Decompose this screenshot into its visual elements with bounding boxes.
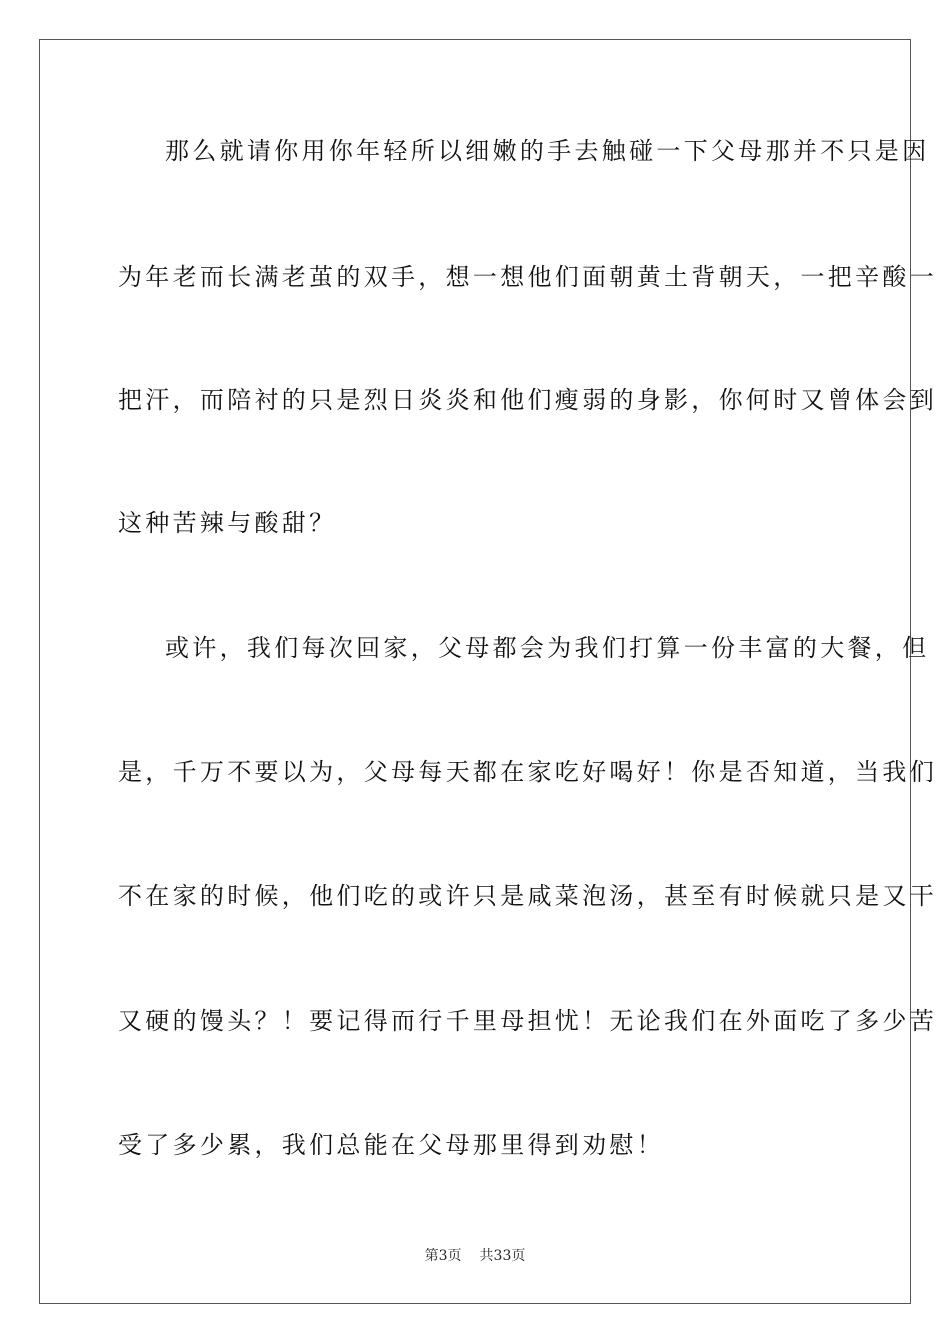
page-border (39, 39, 937, 1304)
paragraph-2-line-3: 不在家的时候，他们吃的或许只是咸菜泡汤，甚至有时候就只是又干 (118, 882, 937, 910)
paragraph-1-line-3: 把汗，而陪衬的只是烈日炎炎和他们瘦弱的身影，你何时又曾体会到 (118, 386, 937, 414)
page-footer (0, 1247, 950, 1265)
paragraph-1-line-1: 那么就请你用你年轻所以细嫩的手去触碰一下父母那并不只是因 (165, 137, 930, 165)
paragraph-2-line-2: 是，千万不要以为，父母每天都在家吃好喝好！你是否知道，当我们 (118, 758, 937, 786)
paragraph-2-line-1: 或许，我们每次回家，父母都会为我们打算一份丰富的大餐，但 (165, 634, 930, 662)
page-current: 第3页 (424, 1248, 462, 1264)
paragraph-2-line-4: 又硬的馒头？！要记得而行千里母担忧！无论我们在外面吃了多少苦 (118, 1007, 937, 1035)
paragraph-1-line-2: 为年老而长满老茧的双手，想一想他们面朝黄土背朝天，一把辛酸一 (118, 263, 937, 291)
paragraph-1-line-4: 这种苦辣与酸甜？ (118, 509, 337, 537)
paragraph-2-line-5: 受了多少累，我们总能在父母那里得到劝慰！ (118, 1131, 664, 1159)
page-total: 共33页 (479, 1248, 526, 1264)
